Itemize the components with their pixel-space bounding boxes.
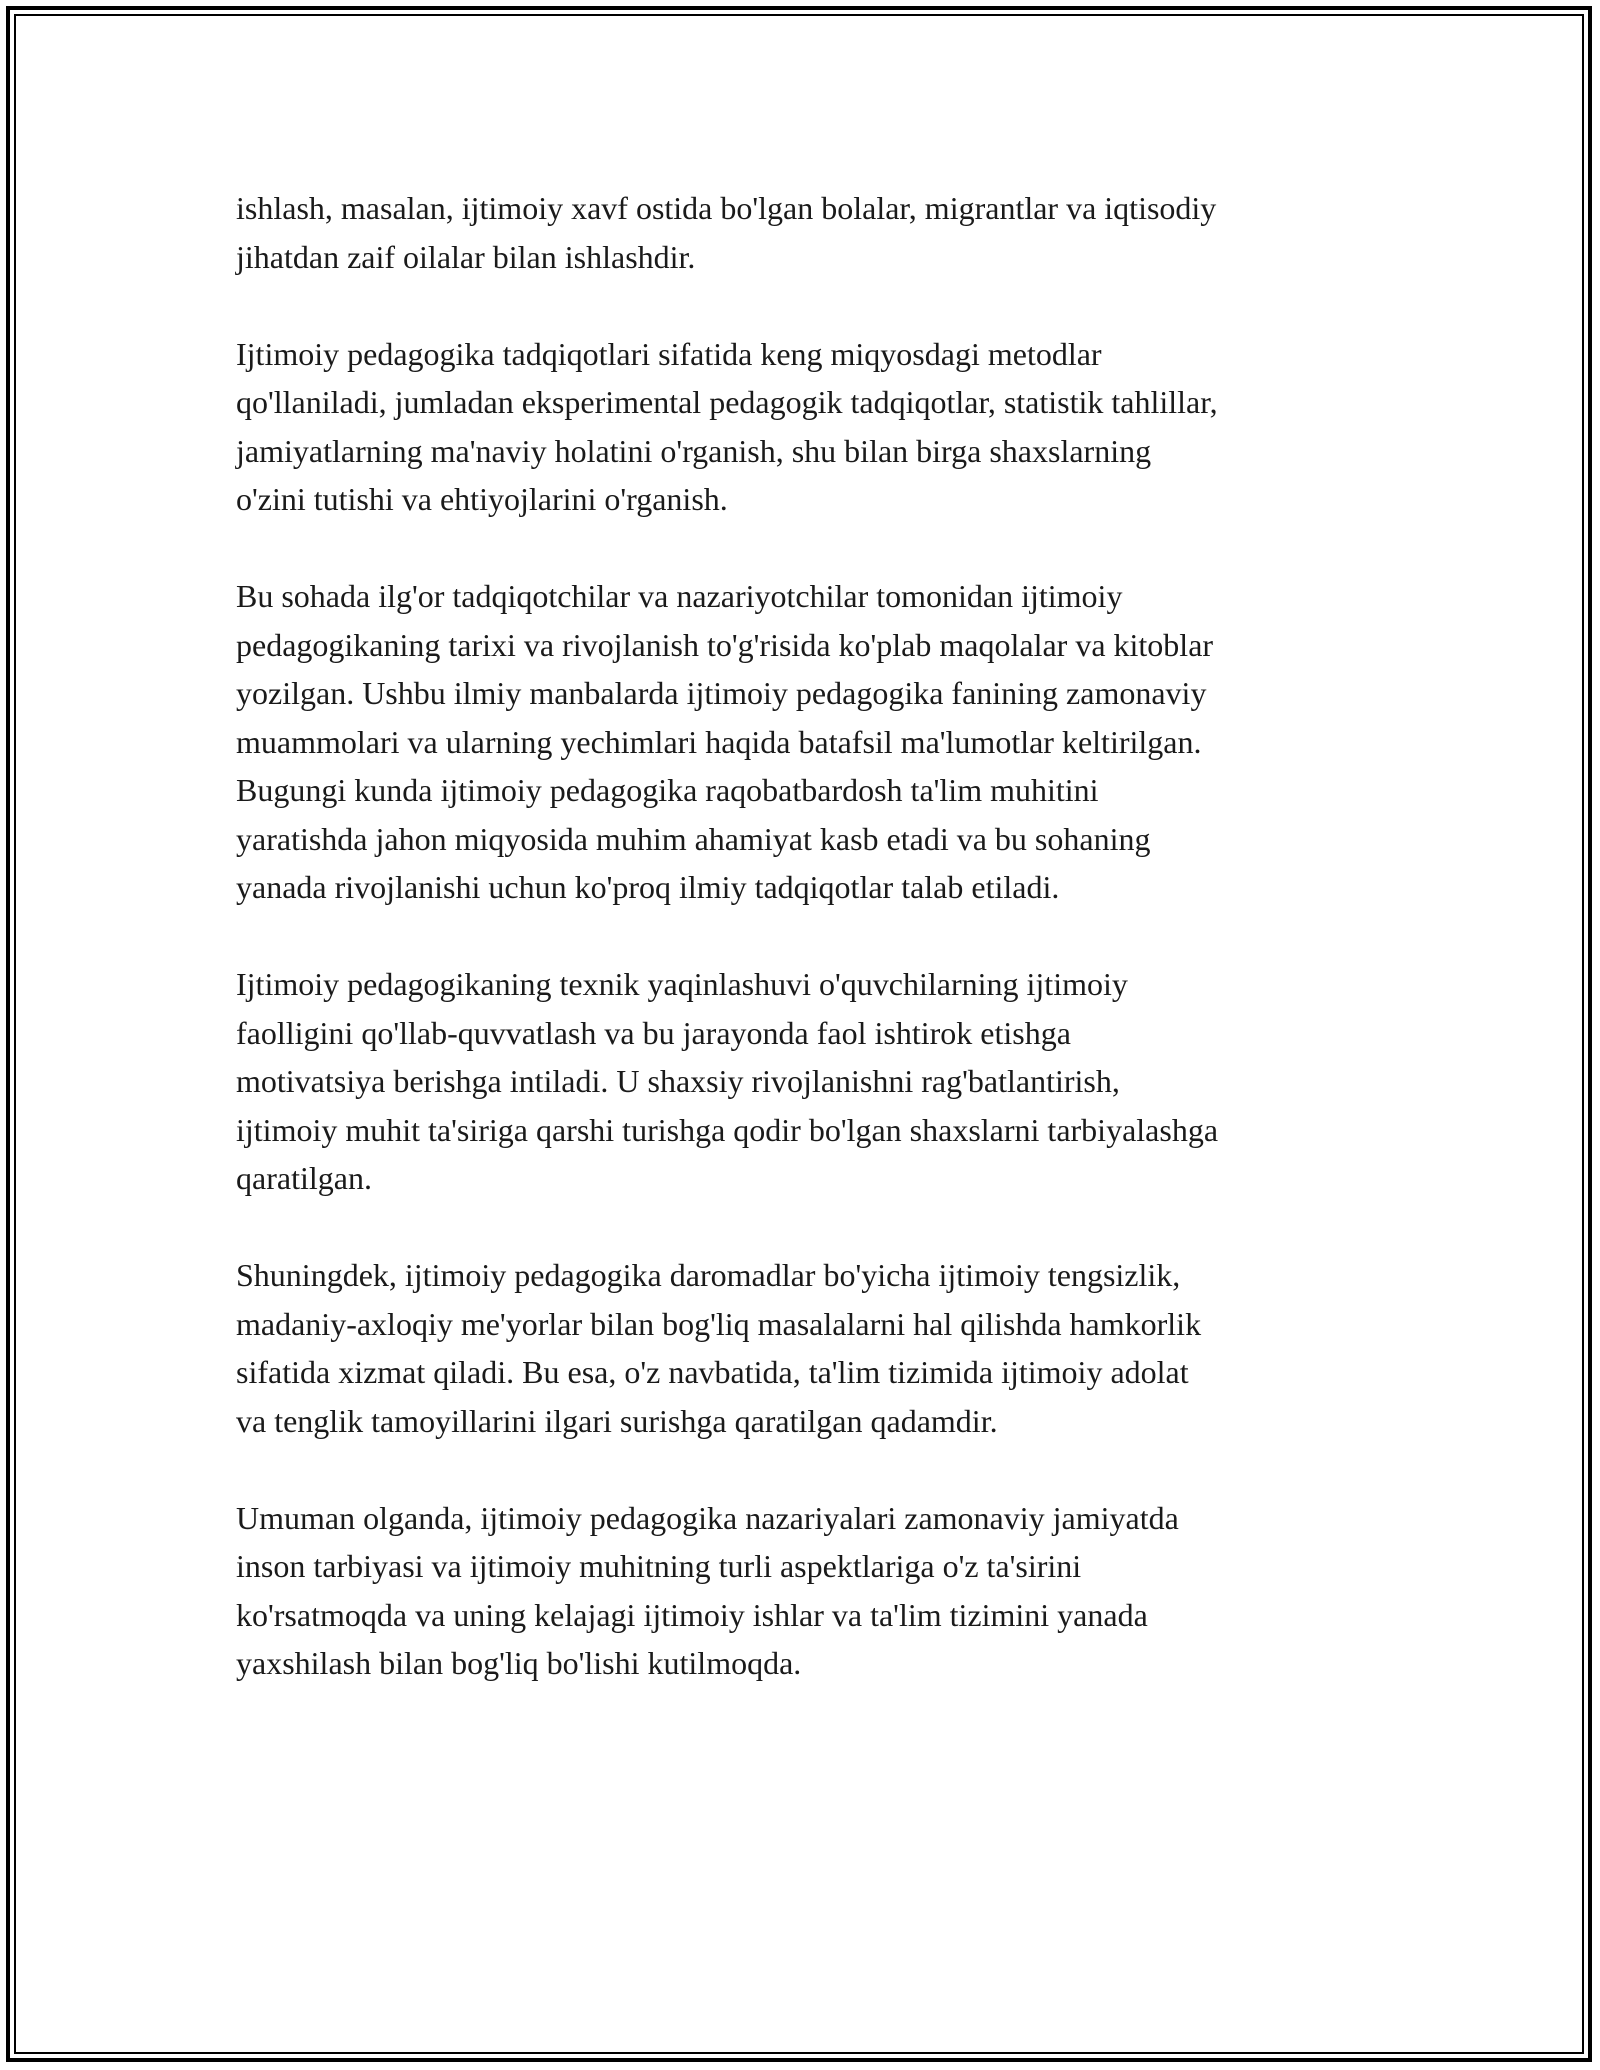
text-line: va tenglik tamoyillarini ilgari surishga qaratilgan qadamdir. xyxy=(236,1402,998,1439)
text-line: yozilgan. Ushbu ilmiy manbalarda ijtimoiy pedagogika fanining zamonaviy xyxy=(236,675,1207,711)
text-line: sifatida xizmat qiladi. Bu esa, o'z navbatida, ta'lim tizimida ijtimoiy adolat xyxy=(236,1354,1189,1390)
text-line: muammolari va ularning yechimlari haqida batafsil ma'lumotlar keltirilgan. xyxy=(236,723,1202,760)
text-line: jihatdan zaif oilalar bilan ishlashdir. xyxy=(236,238,696,275)
paragraph-4 xyxy=(236,960,1366,1203)
text-line: ko'rsatmoqda va uning kelajagi ijtimoiy ishlar va ta'lim tizimini yanada xyxy=(236,1596,1148,1633)
text-line: ijtimoiy muhit ta'siriga qarshi turishga qodir bo'lgan shaxslarni tarbiyalashga xyxy=(236,1111,1219,1148)
text-line: qaratilgan. xyxy=(236,1160,372,1196)
text-line: Umuman olganda, ijtimoiy pedagogika nazariyalari zamonaviy jamiyatda xyxy=(236,1499,1179,1536)
paragraph-1 xyxy=(236,184,1366,281)
document-body xyxy=(236,184,1366,1736)
text-line: Shuningdek, ijtimoiy pedagogika daromadlar bo'yicha ijtimoiy tengsizlik, xyxy=(236,1257,1181,1293)
text-line: o'zini tutishi va ehtiyojlarini o'rganish. xyxy=(236,481,728,517)
text-line: Ijtimoiy pedagogikaning texnik yaqinlashuvi o'quvchilarning ijtimoiy xyxy=(236,966,1128,1002)
text-line: ishlash, masalan, ijtimoiy xavf ostida bo'lgan bolalar, migrantlar va iqtisodiy xyxy=(236,190,1217,226)
text-line: madaniy-axloqiy me'yorlar bilan bog'liq masalalarni hal qilishda hamkorlik xyxy=(236,1305,1202,1342)
text-line: Bugungi kunda ijtimoiy pedagogika raqobatbardosh ta'lim muhitini xyxy=(236,772,1099,808)
text-line: Ijtimoiy pedagogika tadqiqotlari sifatida keng miqyosdagi metodlar xyxy=(236,335,1102,372)
text-line: motivatsiya berishga intiladi. U shaxsiy rivojlanishni rag'batlantirish, xyxy=(236,1063,1120,1099)
text-line: qo'llaniladi, jumladan eksperimental pedagogik tadqiqotlar, statistik tahlillar, xyxy=(236,384,1218,420)
text-line: jamiyatlarning ma'naviy holatini o'rganish, shu bilan birga shaxslarning xyxy=(236,432,1152,469)
text-line: yaxshilash bilan bog'liq bo'lishi kutilmoqda. xyxy=(236,1645,802,1681)
text-line: faolligini qo'llab-quvvatlash va bu jarayonda faol ishtirok etishga xyxy=(236,1014,1071,1051)
paragraph-5 xyxy=(236,1251,1366,1445)
paragraph-6 xyxy=(236,1494,1366,1688)
paragraph-2 xyxy=(236,330,1366,524)
text-line: yanada rivojlanishi uchun ko'proq ilmiy tadqiqotlar talab etiladi. xyxy=(236,869,1060,905)
text-line: Bu sohada ilg'or tadqiqotchilar va nazariyotchilar tomonidan ijtimoiy xyxy=(236,578,1123,614)
text-line: pedagogikaning tarixi va rivojlanish to'g'risida ko'plab maqolalar va kitoblar xyxy=(236,626,1214,663)
text-line: inson tarbiyasi va ijtimoiy muhitning turli aspektlariga o'z ta'sirini xyxy=(236,1548,1082,1584)
text-line: yaratishda jahon miqyosida muhim ahamiyat kasb etadi va bu sohaning xyxy=(236,820,1151,857)
paragraph-3 xyxy=(236,572,1366,912)
